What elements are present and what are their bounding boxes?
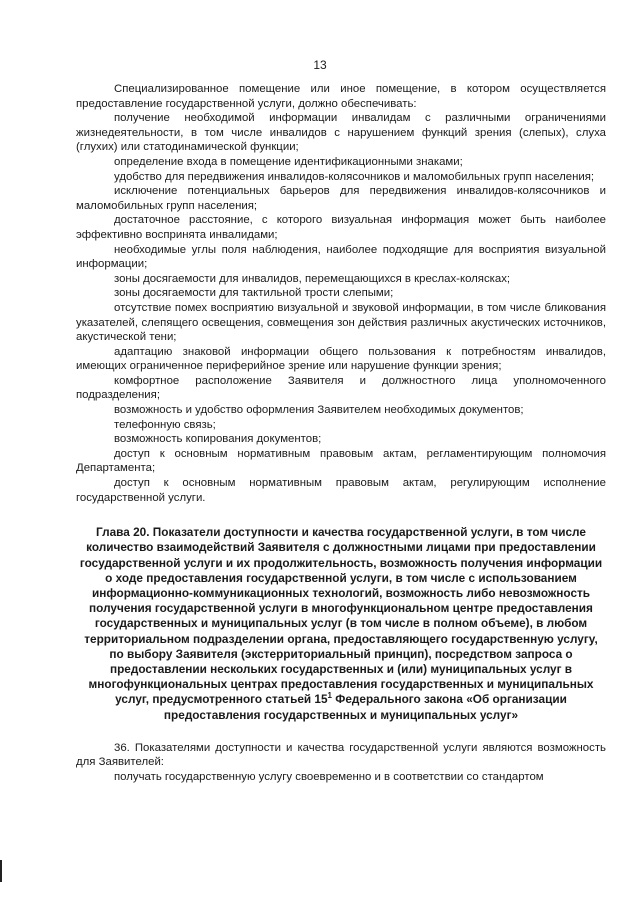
page-number: 13 — [313, 58, 327, 72]
paragraph-intro: Специализированное помещение или иное помещение, в котором осуществляется предоставление государственной услуги, должно обеспечивать: — [76, 83, 606, 110]
paragraph-item: необходимые углы поля наблюдения, наиболее подходящие для восприятия визуальной информации; — [76, 243, 606, 271]
paragraph-item: удобство для передвижения инвалидов-колясочников и маломобильных групп населения; — [114, 170, 595, 183]
paragraph-item: возможность копирования документов; — [114, 433, 322, 446]
paragraph-item: зоны досягаемости для инвалидов, перемещающихся в креслах-колясках; — [114, 272, 511, 285]
scan-edge-mark — [0, 860, 2, 882]
paragraph-item: возможность и удобство оформления Заявителем необходимых документов; — [114, 404, 524, 417]
paragraph-item: доступ к основным нормативным правовым актам, регулирующим исполнение государственной услуги. — [76, 477, 606, 504]
paragraph-item: телефонную связь; — [114, 418, 216, 431]
paragraph-36: 36. Показателями доступности и качества государственной услуги являются возможность для Заявителей: — [76, 741, 606, 769]
paragraph-item: отсутствие помех восприятию визуальной и звуковой информации, в том числе бликования указателей, слепящего освещения, совмещения зон действия различных акустических источников, акустической тени; — [76, 301, 606, 344]
chapter-heading — [76, 525, 606, 723]
paragraph-item: достаточное расстояние, с которого визуальная информация может быть наиболее эффективно воспринята инвалидами; — [76, 214, 606, 241]
document-body — [76, 82, 606, 785]
paragraph-item: исключение потенциальных барьеров для передвижения инвалидов-колясочников и маломобильных групп населения; — [76, 185, 606, 212]
paragraph-item: получение необходимой информации инвалидам с различными ограничениями жизнедеятельности, в том числе инвалидов с нарушением функций зрения (слепых), слуха (глухих) или статодинамической функции; — [76, 112, 606, 154]
paragraph-item: определение входа в помещение идентификационными знаками; — [114, 155, 463, 168]
paragraph-item: адаптацию знаковой информации общего пользования к потребностям инвалидов, имеющих ограниченное периферийное зрение или нарушение функции зрения; — [76, 345, 606, 373]
paragraph-item: комфортное расположение Заявителя и должностного лица уполномоченного подразделения; — [76, 374, 606, 402]
paragraph-item: доступ к основным нормативным правовым актам, регламентирующим полномочия Департамента; — [76, 447, 606, 475]
chapter-heading-text-end: Федерального закона «Об организации предоставления государственных и муниципальных услуг» — [163, 692, 567, 722]
paragraph-item: зоны досягаемости для тактильной трости слепыми; — [114, 287, 394, 300]
chapter-heading-text: Глава 20. Показатели доступности и качества государственной услуги, в том числе количество взаимодействий Заявителя с должностными лицами при предоставлении государственной услуги и их продолжительность, возможность получения информации о ходе предоставления государственной услуги, в том числе с использованием информационно-коммуникационных технологий, возможность либо невозможность получения государственной услуги в многофункциональном центре предоставления государственных и муниципальных услуг (в том числе в полном объеме), в любом территориальном подразделении органа, предоставляющего государственную услугу, по выбору Заявителя (экстерриториальный принцип), посредством запроса о предоставлении нескольких государственных и (или) муниципальных услуг в многофункциональных центрах предоставления государственных и муниципальных услуг, предусмотренного статьей 15 — [79, 525, 603, 707]
paragraph-item: получать государственную услугу своевременно и в соответствии со стандартом — [114, 771, 544, 784]
chapter-heading-superscript: 1 — [327, 691, 332, 701]
